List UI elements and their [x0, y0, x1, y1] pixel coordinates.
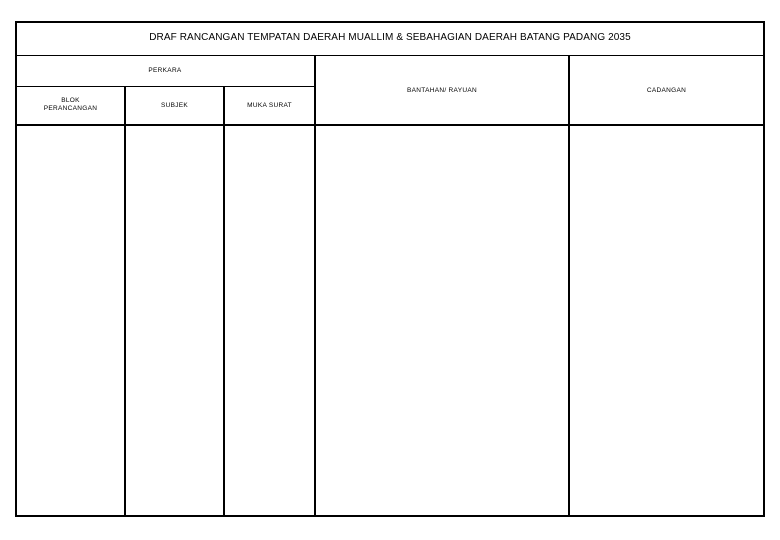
form-title: DRAF RANCANGAN TEMPATAN DAERAH MUALLIM & SEBAHAGIAN DAERAH BATANG PADANG 2035: [149, 32, 631, 43]
header-blok-perancangan: [17, 97, 124, 113]
perkara-divider: [15, 86, 315, 87]
cell-cadangan: [570, 126, 763, 515]
header-muka-surat: MUKA SURAT: [247, 102, 292, 109]
header-blok-line2: PERANCANGAN: [43, 104, 98, 112]
header-perkara: PERKARA: [148, 67, 182, 74]
cell-subjek: [126, 126, 223, 515]
cell-muka-surat: [225, 126, 314, 515]
header-subjek: SUBJEK: [160, 102, 189, 109]
header-bantahan-rayuan: BANTAHAN/ RAYUAN: [407, 87, 477, 94]
header-blok-line1: BLOK: [61, 97, 80, 104]
cell-bantahan-rayuan: [316, 126, 568, 515]
cell-blok-perancangan: [17, 126, 124, 515]
header-cadangan: CADANGAN: [646, 87, 687, 94]
title-divider: [15, 55, 765, 56]
